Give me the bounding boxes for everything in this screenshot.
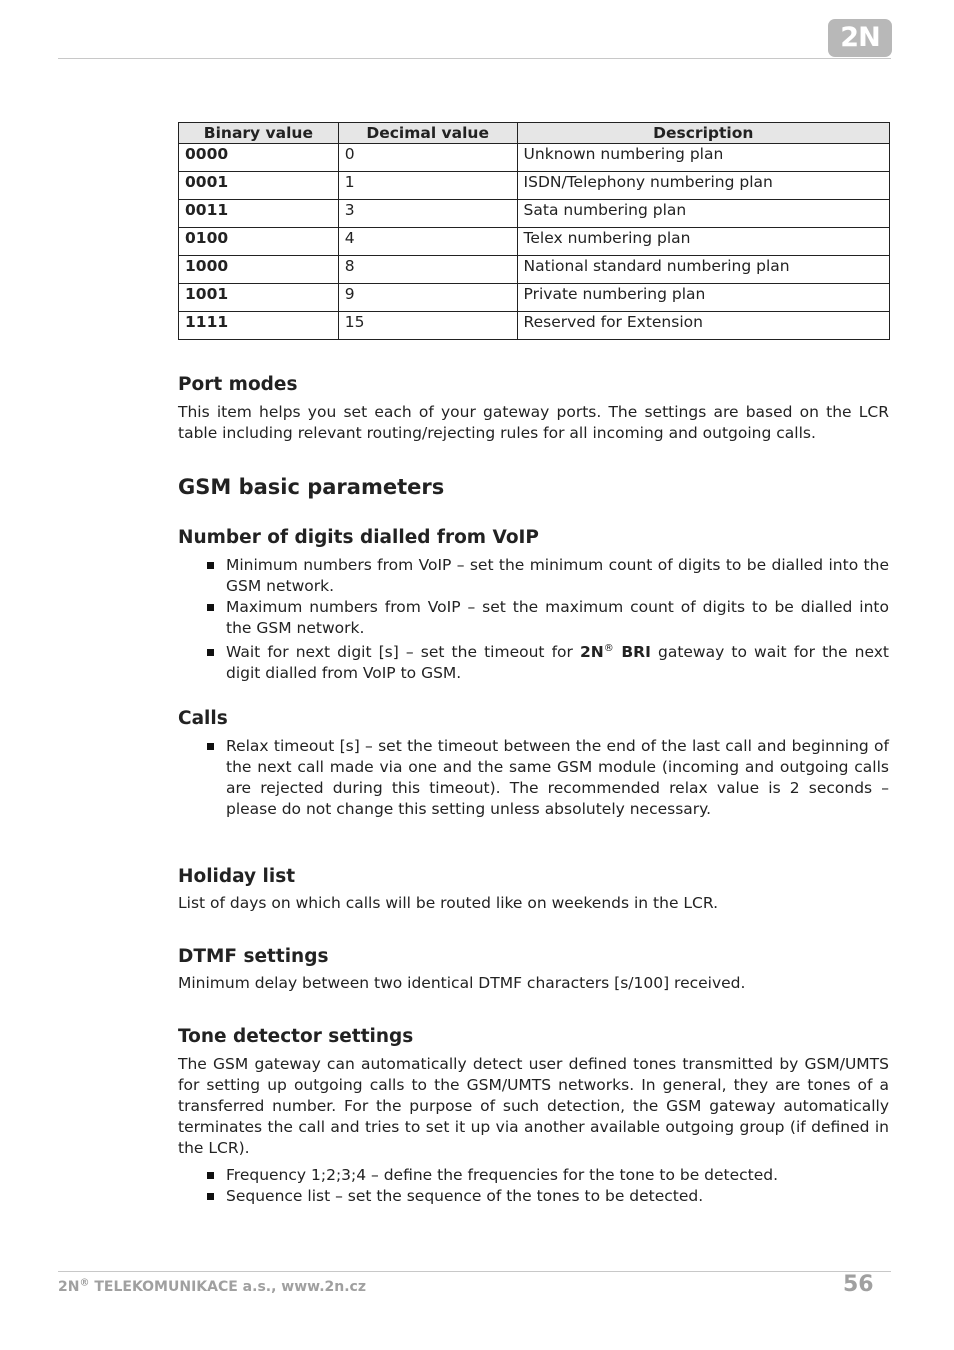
list-item-text: Wait for next digit [s] – set the timeout for <box>226 643 581 661</box>
product-name: BRI <box>613 643 651 661</box>
table-row <box>179 228 890 256</box>
holiday-text: List of days on which calls will be routed like on weekends in the LCR. <box>178 894 719 912</box>
dtmf-heading: DTMF settings <box>178 946 329 967</box>
list-item <box>178 642 889 684</box>
column-header-decimal: Decimal value <box>338 123 517 144</box>
list-item <box>178 1186 889 1207</box>
decimal-cell: 3 <box>338 200 517 228</box>
decimal-cell: 1 <box>338 172 517 200</box>
page-number: 56 <box>843 1272 874 1297</box>
port-modes-section <box>178 374 889 444</box>
binary-cell: 1111 <box>179 312 339 340</box>
gsm-basic-section <box>178 475 889 499</box>
list-item-text: Sequence list – set the sequence of the tones to be detected. <box>226 1187 704 1205</box>
bullet-icon <box>207 562 214 569</box>
list-item <box>178 736 889 820</box>
brand-logo: 2N <box>828 19 892 57</box>
holiday-heading: Holiday list <box>178 866 296 887</box>
binary-cell: 0001 <box>179 172 339 200</box>
table-row <box>179 144 890 172</box>
footer-company <box>58 1279 366 1295</box>
decimal-cell: 0 <box>338 144 517 172</box>
description-cell: Private numbering plan <box>517 284 889 312</box>
table-row <box>179 256 890 284</box>
binary-cell: 0000 <box>179 144 339 172</box>
description-cell: ISDN/Telephony numbering plan <box>517 172 889 200</box>
page-content <box>178 122 889 1205</box>
footer-company-text: TELEKOMUNIKACE a.s., www.2n.cz <box>89 1279 366 1295</box>
list-item-text: Frequency 1;2;3;4 – define the frequencies for the tone to be detected. <box>226 1166 779 1184</box>
decimal-cell: 4 <box>338 228 517 256</box>
gsm-basic-heading: GSM basic parameters <box>178 475 445 499</box>
table-row <box>179 284 890 312</box>
description-cell: Telex numbering plan <box>517 228 889 256</box>
calls-section <box>178 708 889 820</box>
registered-mark: ® <box>603 642 614 654</box>
binary-cell: 0011 <box>179 200 339 228</box>
list-item-text: gateway to wait for the next digit dialled from VoIP to GSM. <box>226 643 889 682</box>
list-item-text: Relax timeout [s] – set the timeout between the end of the last call and beginning of the next call made via one and the same GSM module (incoming and outgoing calls are rejected during this timeout). The recommended relax value is 2 seconds – please do not change this setting unless absolutely necessary. <box>226 737 889 818</box>
binary-cell: 1000 <box>179 256 339 284</box>
footer-divider <box>58 1271 891 1272</box>
dtmf-text: Minimum delay between two identical DTMF characters [s/100] received. <box>178 974 746 992</box>
tone-section <box>178 1026 889 1207</box>
description-cell: Reserved for Extension <box>517 312 889 340</box>
binary-cell: 0100 <box>179 228 339 256</box>
calls-heading: Calls <box>178 708 228 729</box>
digits-section <box>178 527 889 684</box>
list-item-text: Minimum numbers from VoIP – set the minimum count of digits to be dialled into the GSM network. <box>226 556 889 595</box>
description-cell: National standard numbering plan <box>517 256 889 284</box>
table-row <box>179 312 890 340</box>
registered-mark: ® <box>79 1277 90 1289</box>
digits-heading: Number of digits dialled from VoIP <box>178 527 539 548</box>
bullet-icon <box>207 1193 214 1200</box>
list-item <box>178 597 889 639</box>
bullet-icon <box>207 604 214 611</box>
list-item <box>178 1165 889 1186</box>
table-header-row <box>179 123 890 144</box>
calls-list <box>178 736 889 820</box>
numbering-plan-table <box>178 122 890 340</box>
list-item <box>178 555 889 597</box>
tone-list <box>178 1165 889 1207</box>
bullet-icon <box>207 1172 214 1179</box>
decimal-cell: 9 <box>338 284 517 312</box>
bullet-icon <box>207 743 214 750</box>
tone-text: The GSM gateway can automatically detect user defined tones transmitted by GSM/UMTS for setting up outgoing calls to the GSM/UMTS networks. In general, they are tones of a transferred number. For the purpose of such detection, the GSM gateway automatically terminates the call and tries to set it up via another available outgoing group (if defined in the LCR). <box>178 1055 889 1157</box>
digits-list <box>178 555 889 684</box>
binary-cell: 1001 <box>179 284 339 312</box>
footer-brand: 2N <box>58 1279 80 1295</box>
table-row <box>179 200 890 228</box>
holiday-section <box>178 866 889 914</box>
description-cell: Sata numbering plan <box>517 200 889 228</box>
description-cell: Unknown numbering plan <box>517 144 889 172</box>
brand-name: 2N <box>580 643 604 661</box>
header-divider <box>58 58 891 59</box>
column-header-binary: Binary value <box>179 123 339 144</box>
table-row <box>179 172 890 200</box>
decimal-cell: 8 <box>338 256 517 284</box>
port-modes-heading: Port modes <box>178 374 298 395</box>
column-header-description: Description <box>517 123 889 144</box>
port-modes-text: This item helps you set each of your gateway ports. The settings are based on the LCR table including relevant routing/rejecting rules for all incoming and outgoing calls. <box>178 403 889 442</box>
list-item-text: Maximum numbers from VoIP – set the maximum count of digits to be dialled into the GSM network. <box>226 598 889 637</box>
tone-heading: Tone detector settings <box>178 1026 414 1047</box>
dtmf-section <box>178 946 889 994</box>
bullet-icon <box>207 649 214 656</box>
decimal-cell: 15 <box>338 312 517 340</box>
